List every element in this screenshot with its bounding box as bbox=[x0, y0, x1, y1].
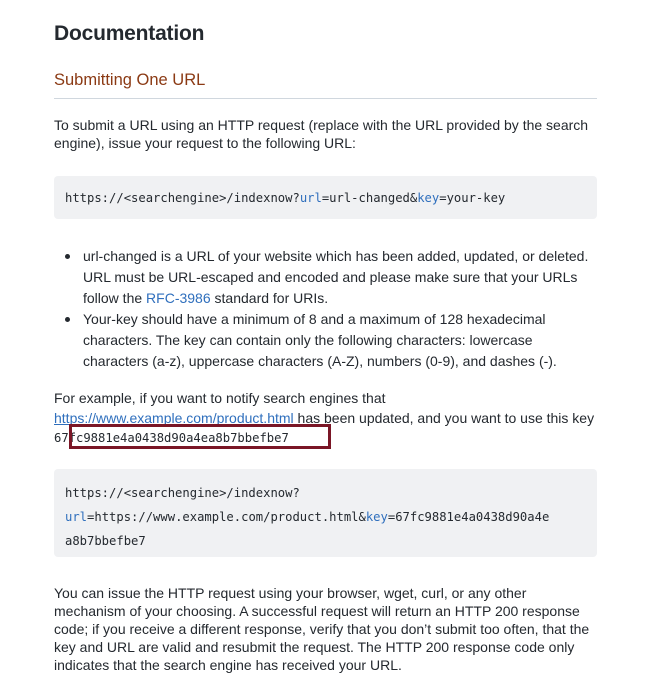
code-param-key: key bbox=[417, 191, 440, 205]
code-line: a8b7bbefbe7 bbox=[65, 534, 146, 548]
bullet-icon bbox=[65, 254, 70, 259]
list-item-text: url-changed is a URL of your website which has been added, updated, or deleted. URL must be URL-escaped and encoded and please make sure that your URLs follow the bbox=[83, 248, 589, 306]
example-url-link[interactable]: https://www.example.com/product.html bbox=[54, 409, 294, 426]
list-item-your-key bbox=[54, 309, 599, 372]
section-divider bbox=[54, 98, 597, 99]
list-item-text: Your-key should have a minimum of 8 and a maximum of 128 hexadecimal characters. The key can contain only the following characters: lowercase characters (a-z), uppercase characters (A-Z), numbers (0-9), and dashes (-). bbox=[83, 311, 557, 369]
code-text: =url-changed& bbox=[321, 191, 418, 205]
code-text: =https://www.example.com/product.html& bbox=[87, 510, 366, 524]
code-text: =67fc9881e4a0438d90a4e bbox=[387, 510, 550, 524]
code-line bbox=[65, 505, 587, 529]
code-text: https://<searchengine>/indexnow? bbox=[65, 191, 300, 205]
list-item-text: standard for URIs. bbox=[210, 290, 329, 306]
page-title: Documentation bbox=[54, 22, 205, 45]
list-item-url-changed bbox=[54, 246, 599, 309]
bullet-icon bbox=[65, 317, 70, 322]
code-block-url-template bbox=[54, 176, 597, 219]
closing-paragraph: You can issue the HTTP request using your browser, wget, curl, or any other mechanism of your choosing. A successful request will return an HTTP 200 response code; if you receive a different response, verify that you don’t submit too often, that the key and URL are valid and resubmit the request. The HTTP 200 response code only indicates that the search engine has received your URL. bbox=[54, 585, 590, 673]
parameter-list bbox=[54, 246, 599, 372]
intro-paragraph: To submit a URL using an HTTP request (replace with the URL provided by the search engine), issue your request to the following URL: bbox=[54, 117, 589, 151]
code-param-key: key bbox=[365, 510, 388, 524]
example-key: 67fc9881e4a0438d90a4ea8b7bbefbe7 bbox=[54, 431, 289, 445]
example-text: has been updated, and you want to use this key bbox=[293, 409, 595, 426]
code-text: =your-key bbox=[439, 191, 506, 205]
section-title: Submitting One URL bbox=[54, 71, 206, 89]
code-param-url: url bbox=[65, 510, 88, 524]
code-param-url: url bbox=[299, 191, 322, 205]
rfc-3986-link[interactable]: RFC-3986 bbox=[146, 290, 211, 306]
example-text: For example, if you want to notify search engines that bbox=[54, 390, 386, 406]
code-block-example-url bbox=[54, 469, 597, 557]
example-paragraph bbox=[54, 389, 599, 449]
code-line: https://<searchengine>/indexnow? bbox=[65, 486, 300, 500]
